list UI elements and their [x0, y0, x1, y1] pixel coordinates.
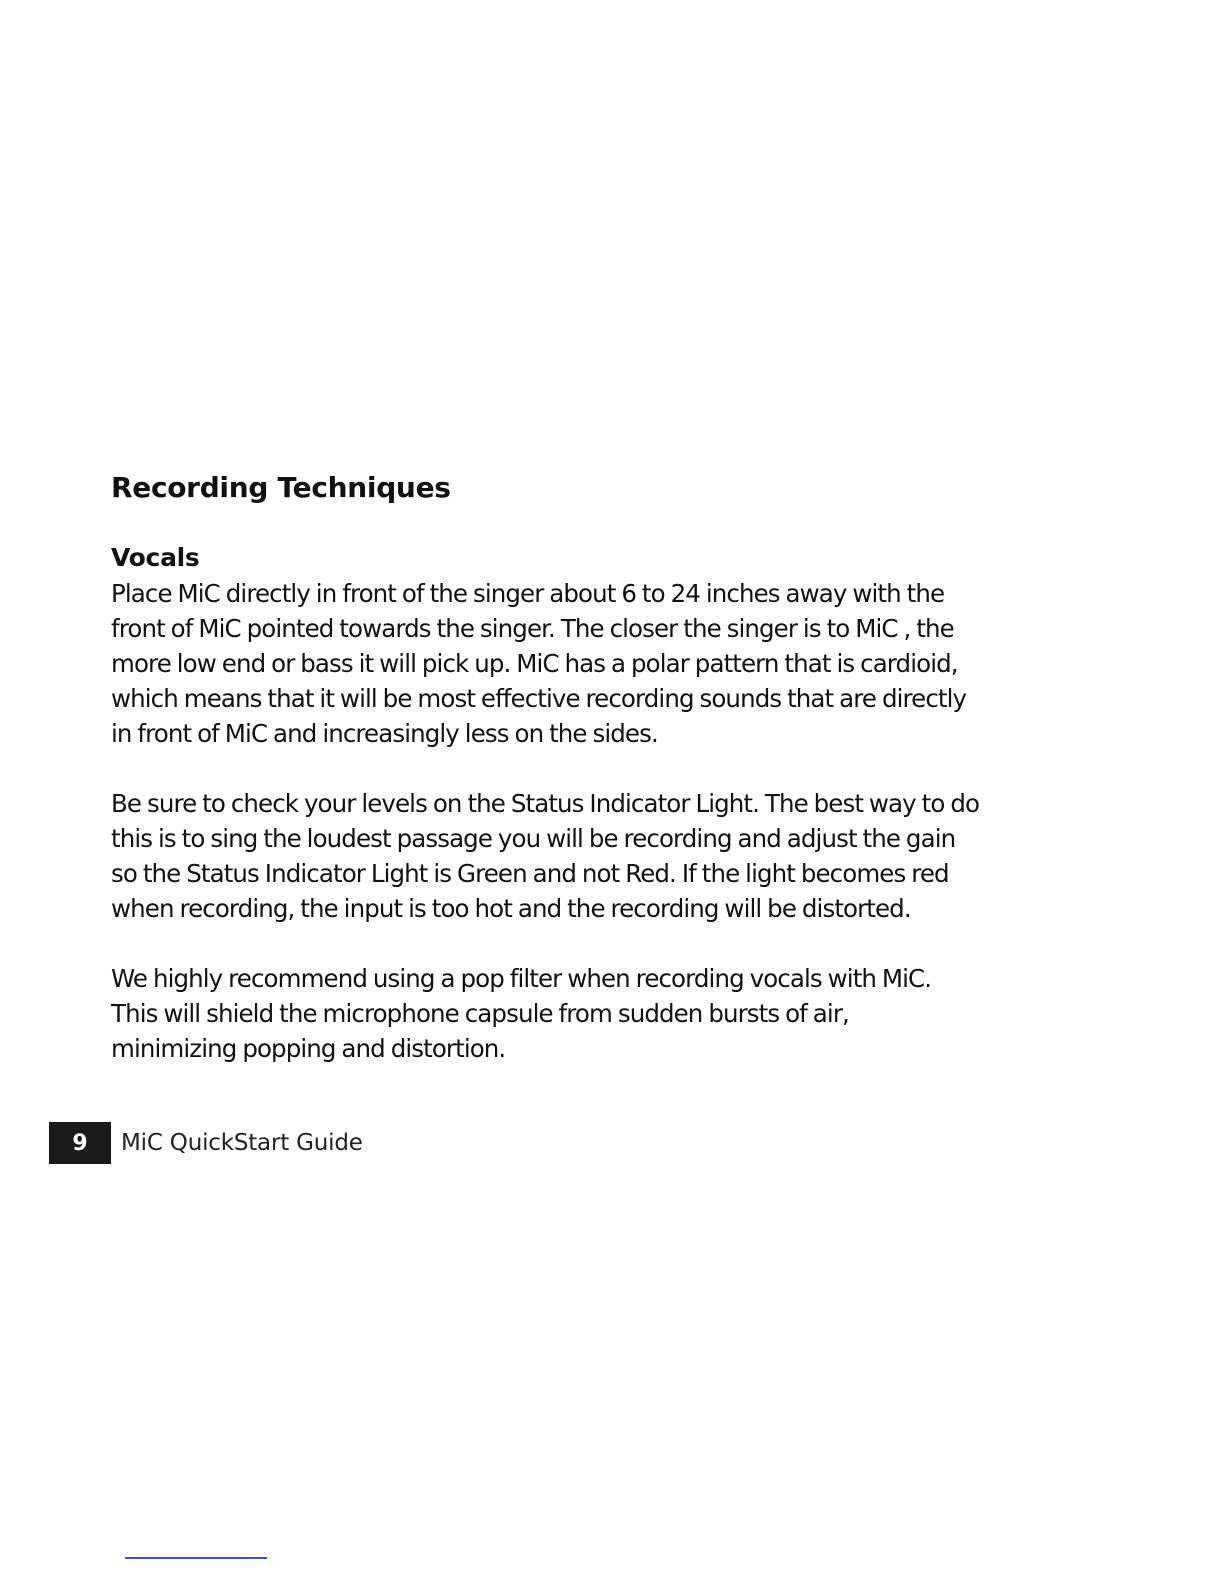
vocals-paragraph-pop-filter: We highly recommend using a pop filter when recording vocals with MiC. This will shield the microphone capsule from sudden bursts of air, minimizing popping and distortion.: [111, 964, 932, 1063]
vocals-paragraph-levels: Be sure to check your levels on the Status Indicator Light. The best way to do this is to sing the loudest passage you will be recording and adjust the gain so the Status Indicator Light is Green and not Red. If the light becomes red when recording, the input is too hot and the recording will be distorted.: [111, 789, 980, 923]
bottom-divider-line: [125, 1557, 267, 1559]
vocals-paragraph-placement: Place MiC directly in front of the singer about 6 to 24 inches away with the front of MiC pointed towards the singer. The closer the singer is to MiC , the more low end or bass it will pick up. MiC has a polar pattern that is cardioid, which means that it will be most effective recording sounds that are directly in front of MiC and increasingly less on the sides.: [111, 579, 967, 748]
section-title: Recording Techniques: [111, 471, 451, 504]
page-content: [111, 468, 1131, 1066]
guide-title: MiC QuickStart Guide: [121, 1130, 363, 1156]
page-number-badge: 9: [49, 1122, 111, 1164]
page-footer: [49, 1122, 363, 1164]
vocals-heading: Vocals: [111, 543, 200, 572]
